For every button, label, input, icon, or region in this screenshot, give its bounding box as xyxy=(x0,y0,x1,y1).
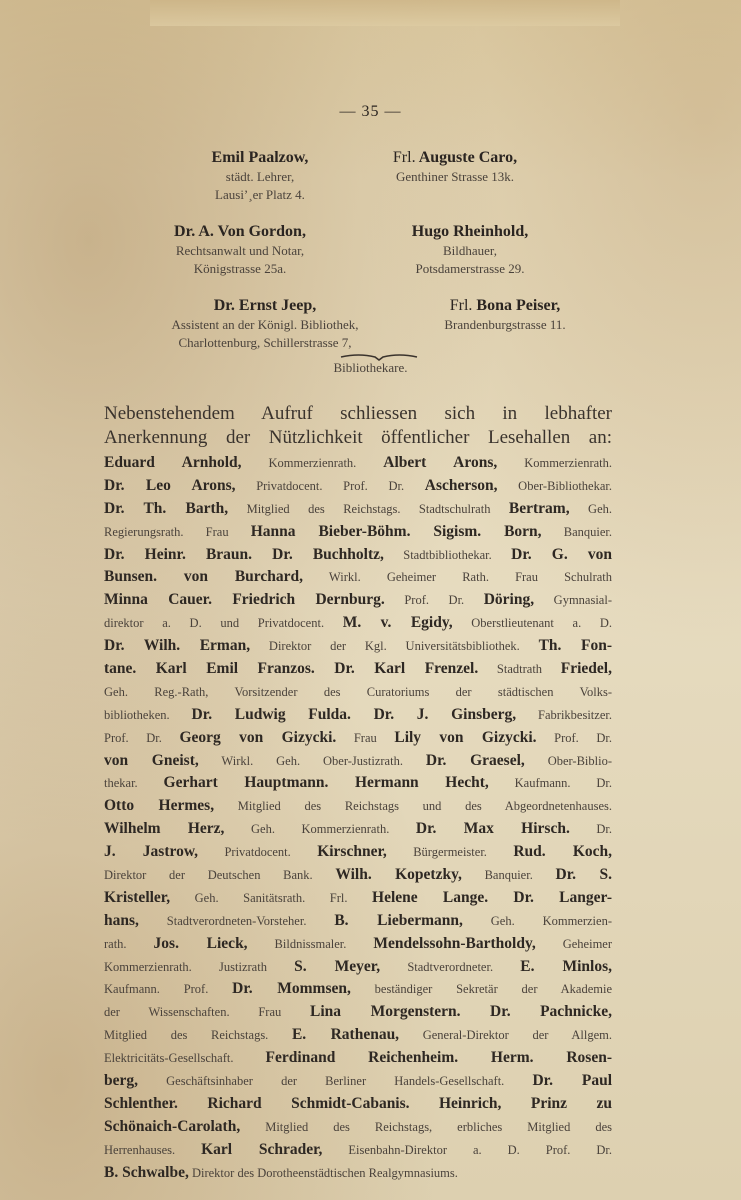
text-line xyxy=(104,1047,612,1070)
signatory-title: städt. Lehrer, xyxy=(225,169,295,184)
supporter-name: Minna Cauer. Friedrich Dernburg. xyxy=(104,591,385,609)
supporter-name: Friedel, xyxy=(560,660,612,678)
text-line xyxy=(104,1116,612,1139)
supporter-detail: Geh. Kommerzien- xyxy=(462,913,612,928)
supporter-detail: Bürgermeister. xyxy=(386,845,514,860)
supporter-detail: Prof. Dr. xyxy=(384,593,484,608)
supporter-name: Dr. Leo Arons, xyxy=(104,476,236,494)
supporter-detail: Dr. xyxy=(569,822,612,837)
supporter-detail: Stadtverordneten-Vorsteher. xyxy=(138,913,335,928)
signatory-rheinhold xyxy=(370,222,570,278)
supporter-detail: Elektricitäts-Gesellschaft. xyxy=(104,1051,266,1066)
intro-line: Anerkennung der Nützlichkeit öffentlicher Lesehallen an: xyxy=(104,427,612,448)
text-line xyxy=(104,818,612,841)
text-line xyxy=(104,750,612,773)
text-line xyxy=(104,612,612,635)
supporter-detail: Geh. Reg.-Rath, Vorsitzender des Curatoriums der städtischen Volks- xyxy=(104,684,612,699)
supporter-name: Mendelssohn-Bartholdy, xyxy=(373,934,536,952)
supporter-name: E. Minlos, xyxy=(520,957,612,975)
text-line xyxy=(104,589,612,612)
supporter-detail: Privatdocent. xyxy=(198,845,318,860)
supporter-detail: Geh. xyxy=(569,501,612,516)
supporter-name: Dr. Ludwig Fulda. Dr. J. Ginsberg, xyxy=(191,705,517,723)
supporter-detail: Eisenbahn-Direktor a. D. Prof. Dr. xyxy=(322,1142,612,1157)
supporter-name: Ascherson, xyxy=(424,476,498,494)
supporter-detail: Prof. Dr. xyxy=(104,730,180,745)
signatory-address: Lausi’¸er Platz 4. xyxy=(215,187,305,202)
supporter-name: Dr. Graesel, xyxy=(425,751,525,769)
signatory-peiser xyxy=(400,296,610,334)
supporter-name: Karl Schrader, xyxy=(201,1140,323,1158)
supporter-detail: direktor a. D. und Privatdocent. xyxy=(104,616,343,631)
supporter-name: Bertram, xyxy=(508,499,570,517)
supporter-detail: Kommerzienrath. Justizrath xyxy=(104,959,295,974)
supporter-detail: Mitglied des Reichstags und des Abgeordnetenhauses. xyxy=(214,799,612,814)
supporter-detail: thekar. xyxy=(104,776,164,791)
supporter-name: Helene Lange. Dr. Langer- xyxy=(372,888,612,906)
supporter-name: Dr. Th. Barth, xyxy=(104,499,229,517)
text-line xyxy=(104,727,612,750)
supporter-name: Wilhelm Herz, xyxy=(104,820,225,838)
signatory-name: Bona Peiser, xyxy=(476,297,561,314)
supporter-name: J. Jastrow, xyxy=(104,843,199,861)
supporter-detail: Ober-Bibliothekar. xyxy=(497,478,612,493)
text-line xyxy=(104,1024,612,1047)
supporter-name: E. Rathenau, xyxy=(291,1026,400,1044)
text-line xyxy=(104,681,612,704)
supporter-detail: Direktor der Kgl. Universitätsbibliothek. xyxy=(250,639,539,654)
supporter-detail: Kommerzienrath. xyxy=(497,456,612,470)
supporter-name: M. v. Egidy, xyxy=(342,614,453,632)
signatory-title: Assistent an der Königl. Bibliothek, xyxy=(171,317,359,332)
supporter-name: von Gneist, xyxy=(104,751,199,769)
supporter-detail: der Wissenschaften. Frau xyxy=(104,1005,311,1020)
text-line xyxy=(104,1139,612,1162)
signatory-address: Genthiner Strasse 13k. xyxy=(395,169,515,184)
supporter-name: S. Meyer, xyxy=(294,957,381,975)
supporter-detail: Wirkl. Geheimer Rath. Frau Schulrath xyxy=(303,570,612,585)
text-line xyxy=(104,956,612,979)
supporter-detail: Kaufmann. Prof. xyxy=(104,982,233,997)
supporter-detail: Fabrikbesitzer. xyxy=(516,707,612,722)
text-line xyxy=(104,864,612,887)
signatory-name: Dr. A. Von Gordon, xyxy=(174,223,306,240)
supporter-name: Hanna Bieber-Böhm. Sigism. Born, xyxy=(250,522,542,540)
supporter-detail: rath. xyxy=(104,936,154,951)
intro-paragraph xyxy=(104,402,612,450)
supporter-detail: Direktor der Deutschen Bank. xyxy=(104,868,336,883)
supporter-name: Dr. Wilh. Erman, xyxy=(104,637,251,655)
text-line xyxy=(104,978,612,1001)
supporter-detail: Frau xyxy=(336,730,395,745)
text-line xyxy=(104,1070,612,1093)
signatory-name: Emil Paalzow, xyxy=(211,149,309,166)
supporter-name: Georg von Gizycki. xyxy=(179,728,337,746)
supporter-name: Kristeller, xyxy=(104,888,171,906)
text-line xyxy=(104,795,612,818)
supporter-name: Wilh. Kopetzky, xyxy=(335,866,462,884)
signatory-jeep xyxy=(120,296,410,352)
supporter-detail: Ober-Biblio- xyxy=(524,753,612,768)
signatory-name: Dr. Ernst Jeep, xyxy=(213,297,317,314)
text-line xyxy=(104,658,612,681)
signatory-address: Potsdamerstrasse 29. xyxy=(415,261,525,276)
text-line xyxy=(104,521,612,544)
supporter-detail: Regierungsrath. Frau xyxy=(104,524,251,539)
supporter-name: Schönaich-Carolath, xyxy=(104,1117,241,1135)
signatory-caro xyxy=(345,148,565,186)
supporter-detail: Wirkl. Geh. Ober-Justizrath. xyxy=(198,753,426,768)
supporter-detail: beständiger Sekretär der Akademie xyxy=(350,982,612,997)
supporter-name: Th. Fon- xyxy=(538,637,612,655)
supporter-name: Dr. Mommsen, xyxy=(232,980,351,998)
supporter-detail: Geschäftsinhaber der Berliner Handels-Gesellschaft. xyxy=(138,1074,533,1089)
intro-line: Nebenstehendem Aufruf schliessen sich in lebhafter xyxy=(104,403,612,424)
supporter-name: Dr. Paul xyxy=(532,1072,612,1090)
text-line xyxy=(104,933,612,956)
supporter-detail: Herrenhauses. xyxy=(104,1142,202,1157)
text-line xyxy=(104,772,612,795)
supporter-detail: Kommerzienrath. xyxy=(241,456,384,470)
supporter-detail: Mitglied des Reichstags, erbliches Mitglied des xyxy=(240,1119,612,1134)
supporter-name: B. Liebermann, xyxy=(334,911,463,929)
supporter-name: Otto Hermes, xyxy=(104,797,215,815)
text-line xyxy=(104,544,612,567)
supporter-detail: Mitglied des Reichstags. Stadtschulrath xyxy=(228,501,509,516)
supporter-detail: Geheimer xyxy=(535,936,612,951)
signatory-prefix: Frl. xyxy=(449,297,473,314)
text-line xyxy=(104,566,612,589)
supporter-detail: Banquier. xyxy=(461,868,556,883)
supporter-detail: Bildnissmaler. xyxy=(247,936,374,951)
text-line xyxy=(104,704,612,727)
text-line xyxy=(104,475,612,498)
signatory-address: Königstrasse 25a. xyxy=(193,261,287,276)
supporter-detail: Stadtbibliothekar. xyxy=(383,547,512,562)
supporter-name: hans, xyxy=(104,911,139,929)
supporter-detail: Kaufmann. Dr. xyxy=(488,776,612,791)
supporter-name: berg, xyxy=(104,1072,139,1090)
paper-stain xyxy=(150,0,620,26)
text-line xyxy=(104,1093,612,1116)
supporter-name: tane. Karl Emil Franzos. Dr. Karl Frenzel. xyxy=(104,660,479,678)
supporter-detail: Oberstlieutenant a. D. xyxy=(452,616,612,631)
text-line xyxy=(104,1162,612,1185)
supporter-name: Dr. S. xyxy=(555,866,612,884)
signatory-address: Brandenburgstrasse 11. xyxy=(444,317,566,332)
signatory-name: Auguste Caro, xyxy=(418,149,518,166)
supporter-name: Dr. Max Hirsch. xyxy=(415,820,570,838)
supporter-detail: Geh. Kommerzienrath. xyxy=(224,822,416,837)
signatory-address: Charlottenburg, Schillerstrasse 7, xyxy=(178,335,352,350)
supporter-name: Kirschner, xyxy=(317,843,387,861)
supporter-name: Albert Arons, xyxy=(383,454,498,471)
signatory-paalzow xyxy=(160,148,360,204)
supporter-detail: General-Direktor der Allgem. xyxy=(399,1028,612,1043)
supporter-name: Schlenther. Richard Schmidt-Cabanis. Heinrich, Prinz zu xyxy=(104,1094,612,1112)
supporter-name: Jos. Lieck, xyxy=(153,934,248,952)
supporter-name: Ferdinand Reichenheim. Herm. Rosen- xyxy=(265,1049,612,1067)
supporter-detail: bibliotheken. xyxy=(104,707,192,722)
supporter-name: Bunsen. von Burchard, xyxy=(104,568,304,586)
supporter-detail: Geh. Sanitätsrath. Frl. xyxy=(170,890,373,905)
signatory-prefix: Frl. xyxy=(392,149,416,166)
supporter-name: Lily von Gizycki. xyxy=(394,728,537,746)
text-line xyxy=(104,498,612,521)
supporter-detail: Mitglied des Reichstags. xyxy=(104,1028,292,1043)
signatory-title: Bildhauer, xyxy=(443,243,497,258)
text-line xyxy=(104,1001,612,1024)
supporter-detail: Privatdocent. Prof. Dr. xyxy=(235,478,425,493)
supporter-detail: Stadtverordneter. xyxy=(380,959,521,974)
page-number: — 35 — xyxy=(339,103,402,120)
supporter-detail: Stadtrath xyxy=(478,662,561,677)
text-line xyxy=(104,452,612,475)
supporters-list xyxy=(104,452,612,1185)
supporter-name: Dr. G. von xyxy=(511,545,612,563)
supporter-name: Lina Morgenstern. Dr. Pachnicke, xyxy=(310,1003,612,1021)
supporter-name: Rud. Koch, xyxy=(513,843,612,861)
supporter-name: Dr. Heinr. Braun. Dr. Buchholtz, xyxy=(104,545,384,563)
supporter-name: Eduard Arnhold, xyxy=(104,454,242,471)
text-line xyxy=(104,635,612,658)
supporter-detail: Prof. Dr. xyxy=(536,730,612,745)
text-line xyxy=(104,887,612,910)
signatory-name: Hugo Rheinhold, xyxy=(411,223,529,240)
supporter-detail: Direktor des Dorotheenstädtischen Realgymnasiums. xyxy=(188,1165,458,1180)
text-line xyxy=(104,841,612,864)
supporter-name: Döring, xyxy=(483,591,535,609)
text-line xyxy=(104,910,612,933)
signatory-gordon xyxy=(120,222,360,278)
supporter-name: Gerhart Hauptmann. Hermann Hecht, xyxy=(163,774,489,792)
signatory-title: Rechtsanwalt und Notar, xyxy=(175,243,305,258)
supporter-detail: Gymnasial- xyxy=(534,593,612,608)
supporter-detail: Banquier. xyxy=(541,524,612,539)
signatories-caption: Bibliothekare. xyxy=(333,360,408,375)
supporter-name: B. Schwalbe, xyxy=(104,1163,189,1181)
